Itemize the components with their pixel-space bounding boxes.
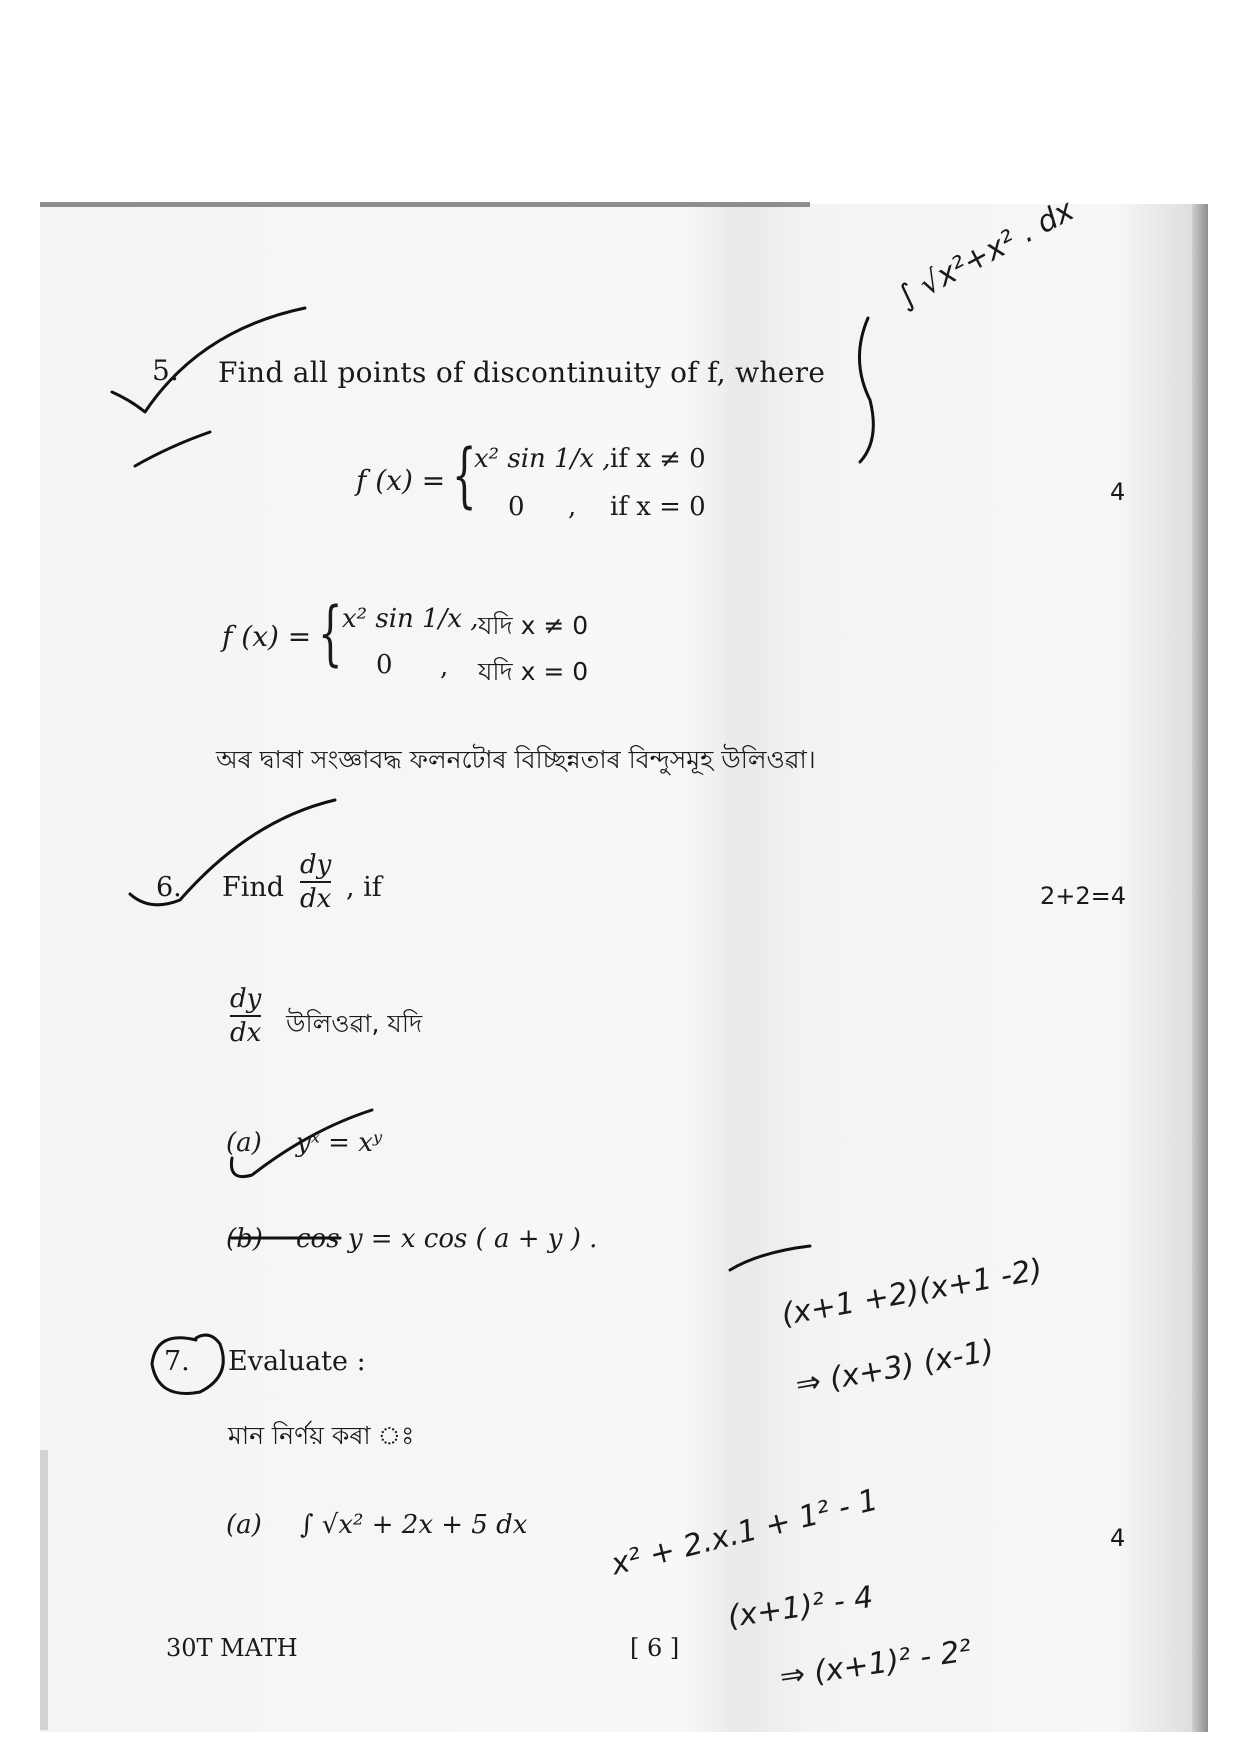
q6-part-a-expr: yˣ = xʸ [296, 1128, 383, 1158]
q5-as-brace: { [318, 592, 343, 674]
q5-case1-cond: if x ≠ 0 [610, 444, 706, 474]
hw-line-5: ⇒ (x+1)² - 2² [777, 1633, 974, 1695]
hw-line-4: (x+1)² - 4 [725, 1579, 876, 1635]
q6-part-a-label: (a) [226, 1128, 262, 1158]
q5-as-case2-cond: যদি x = 0 [478, 657, 589, 686]
q5-brace: { [452, 434, 477, 516]
q7-part-a-expr: ∫ √x² + 2x + 5 dx [300, 1510, 528, 1540]
q6-frac-den: dx [300, 884, 332, 914]
hw-top-right-integral: ∫ √x²+x² . dx [891, 192, 1080, 315]
hw-integral-sign [859, 318, 873, 462]
q6a-tick-mark [231, 1110, 372, 1177]
q7-circle-mark [152, 1335, 223, 1393]
q7-number: 7. [164, 1346, 190, 1377]
q5-marks: 4 [1110, 478, 1126, 506]
q6-number: 6. [156, 872, 182, 903]
q5-as-case2-expr: 0 [376, 650, 393, 680]
q6-as-frac-num: dy [230, 984, 262, 1014]
q6-as-frac-den: dx [230, 1018, 262, 1048]
q6-marks: 2+2=4 [1040, 882, 1127, 910]
footer-code: 30T MATH [166, 1634, 298, 1662]
q5-number: 5. [152, 354, 179, 387]
q6-part-b-label: (b) [226, 1224, 263, 1254]
q5-assamese-text: অৰ দ্বাৰা সংজ্ঞাবদ্ধ ফলনটোৰ বিচ্ছিন্নতাৰ বিন্দুসমূহ উলিওৱা। [216, 745, 816, 774]
hw-line-1: (x+1 +2)(x+1 -2) [778, 1252, 1046, 1333]
q6-frac-num: dy [300, 850, 332, 880]
q5-as-function-lhs: f (x) = [222, 620, 312, 653]
q7-part-a-label: (a) [226, 1510, 262, 1540]
q5-case2-expr: 0 [508, 492, 525, 522]
hw-dash-stroke [730, 1246, 810, 1270]
q7-marks: 4 [1110, 1524, 1126, 1552]
q5-case2-sep: , [568, 492, 577, 522]
q5-function-lhs: f (x) = [356, 464, 446, 497]
q5-as-case1-expr: x² sin 1/x , [342, 604, 479, 634]
q5-dash-mark [135, 432, 210, 466]
q5-as-case2-sep: , [440, 652, 449, 682]
q7-text: Evaluate : [228, 1346, 366, 1377]
q6-part-b-expr: cos y = x cos ( a + y ) . [296, 1224, 598, 1254]
q6-find: Find [222, 872, 285, 903]
q5-tick-mark [112, 308, 305, 412]
q5-text: Find all points of discontinuity of f, where [218, 356, 826, 389]
footer-page-number: [ 6 ] [630, 1634, 680, 1662]
q5-case2-cond: if x = 0 [610, 492, 706, 522]
q6-tick-mark [130, 800, 335, 905]
q5-case1-expr: x² sin 1/x , [474, 444, 611, 474]
q7-assamese-text: মান নিৰ্ণয় কৰা ঃ [228, 1421, 415, 1450]
hw-line-2: ⇒ (x+3) (x-1) [792, 1333, 997, 1403]
q6-if: , if [346, 872, 382, 903]
q5-as-case1-cond: যদি x ≠ 0 [478, 611, 589, 640]
hw-line-3: x² + 2.x.1 + 1² - 1 [607, 1482, 882, 1583]
q6-assamese-text: উলিওৱা, যদি [286, 1009, 423, 1038]
